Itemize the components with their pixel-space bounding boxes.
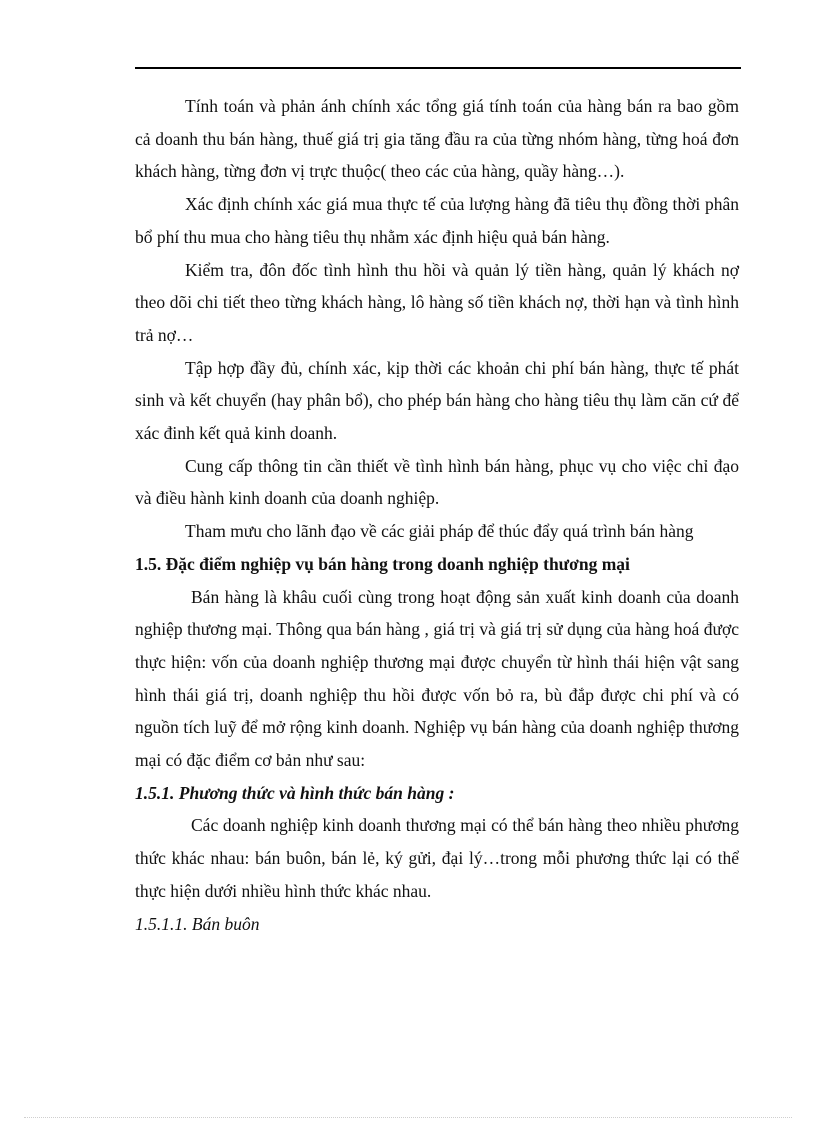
paragraph-selling-costs: Tập hợp đầy đủ, chính xác, kịp thời các khoản chi phí bán hàng, thực tế phát sinh và kết chuyển (hay phân bổ), cho phép bán hàng cho hàng tiêu thụ làm căn cứ để xác đinh kết quả kinh doanh.: [135, 357, 739, 444]
subsection-paragraph: Các doanh nghiệp kinh doanh thương mại có thể bán hàng theo nhiều phương thức khác nhau: bán buôn, bán lẻ, ký gửi, đại lý…trong mỗi phương thức lại có thể thực hiện dưới nhiều hình thức khác nhau.: [135, 815, 739, 901]
paragraph-sales-revenue: Tính toán và phản ánh chính xác tổng giá tính toán của hàng bán ra bao gồm cả doanh thu bán hàng, thuế giá trị gia tăng đầu ra của từng nhóm hàng, từng hoá đơn khách hàng, từng đơn vị trực thuộc( theo các của hàng, quầy hàng…).: [135, 96, 739, 182]
paragraph-debt-collection: Kiểm tra, đôn đốc tình hình thu hồi và quản lý tiền hàng, quản lý khách nợ theo dõi chi tiết theo từng khách hàng, lô hàng số tiền khách nợ, thời hạn và tình hình trả nợ…: [135, 259, 739, 345]
paragraph-advisory: Tham mưu cho lãnh đạo về các giải pháp để thúc đẩy quá trình bán hàng: [185, 521, 694, 542]
section-paragraph: Bán hàng là khâu cuối cùng trong hoạt động sản xuất kinh doanh của doanh nghiệp thương mại. Thông qua bán hàng , giá trị và giá trị sử dụng của hàng hoá được thực hiện: vốn của doanh nghiệp thương mại được chuyển từ hình thái hiện vật sang hình thái giá trị, doanh nghiệp thu hồi được vốn bỏ ra, bù đắp được chi phí và có nguồn tích luỹ để mở rộng kinh doanh. Nghiệp vụ bán hàng của doanh nghiệp thương mại có đặc điểm cơ bản như sau:: [135, 586, 739, 771]
section-heading: 1.5. Đặc điểm nghiệp vụ bán hàng trong doanh nghiệp thương mại: [135, 553, 630, 574]
paragraph-purchase-price: Xác định chính xác giá mua thực tế của lượng hàng đã tiêu thụ đồng thời phân bổ phí thu mua cho hàng tiêu thụ nhằm xác định hiệu quả bán hàng.: [135, 194, 739, 247]
header-rule: [135, 67, 741, 69]
document-body: [135, 90, 739, 940]
footer-rule: [24, 1117, 792, 1118]
subsection-heading: 1.5.1. Phương thức và hình thức bán hàng :: [135, 782, 455, 803]
subsubsection-heading: 1.5.1.1. Bán buôn: [135, 913, 260, 934]
paragraph-information-supply: Cung cấp thông tin cần thiết về tình hình bán hàng, phục vụ cho việc chỉ đạo và điều hành kinh doanh của doanh nghiệp.: [135, 455, 739, 509]
